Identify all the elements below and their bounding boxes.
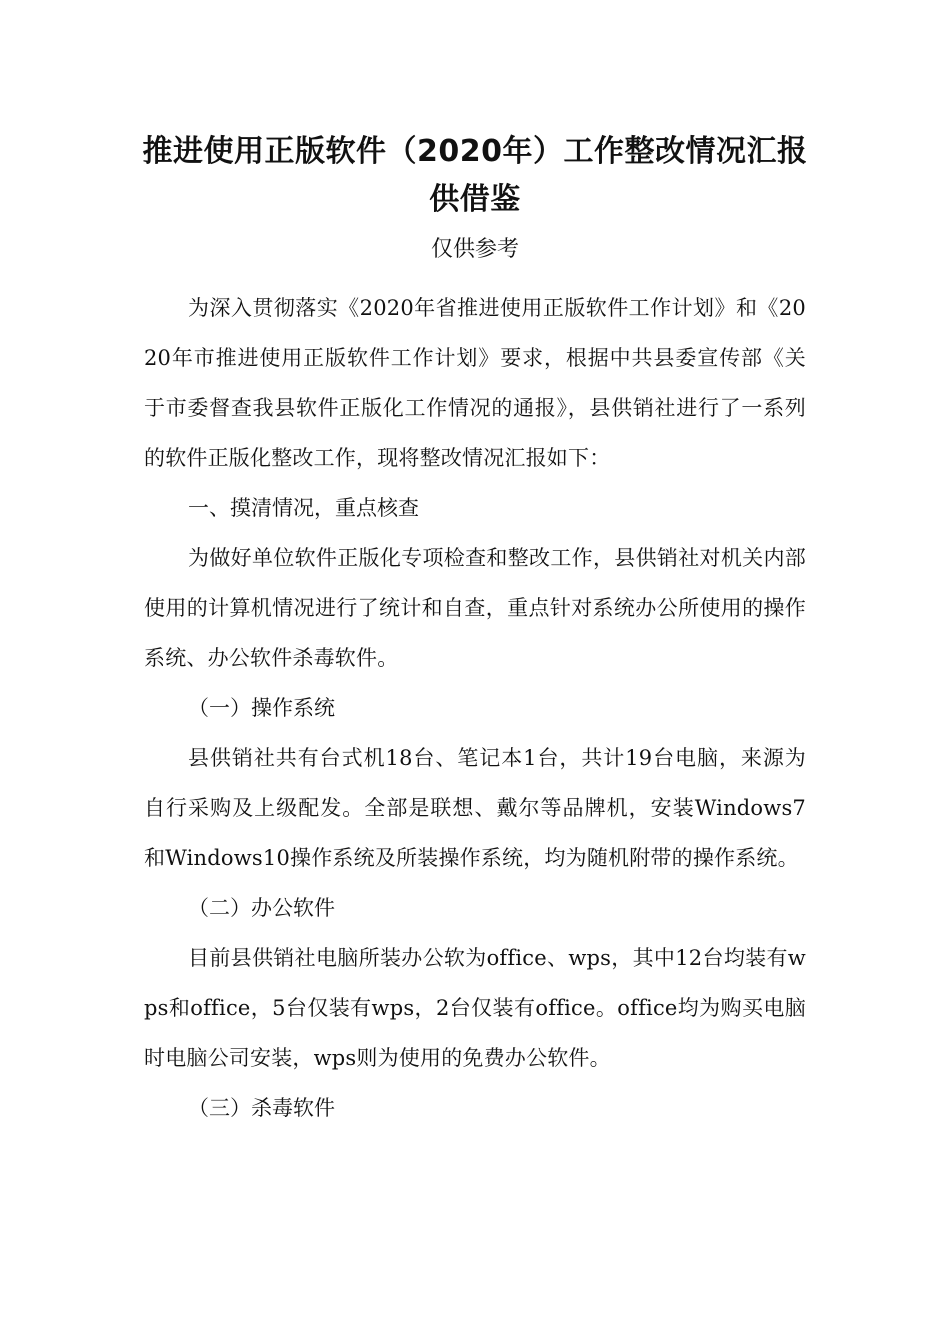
subsection-paragraph-os: 县供销社共有台式机18台、笔记本1台，共计19台电脑，来源为自行采购及上级配发。全部是联想、戴尔等品牌机，安装Windows7和Windows10操作系统及所装操作系统，均为随机附带的操作系统。	[144, 746, 806, 870]
subsection-paragraph-office: 目前县供销社电脑所装办公软为office、wps，其中12台均装有wps和office，5台仅装有wps，2台仅装有office。office均为购买电脑时电脑公司安装，wps则为使用的免费办公软件。	[144, 946, 806, 1070]
section-paragraph-1: 为做好单位软件正版化专项检查和整改工作，县供销社对机关内部使用的计算机情况进行了统计和自查，重点针对系统办公所使用的操作系统、办公软件杀毒软件。	[144, 546, 806, 670]
subsection-heading-office: （二）办公软件	[188, 896, 335, 920]
subsection-heading-antivirus: （三）杀毒软件	[188, 1096, 335, 1120]
document-body	[144, 283, 806, 1133]
intro-paragraph: 为深入贯彻落实《2020年省推进使用正版软件工作计划》和《2020年市推进使用正版软件工作计划》要求，根据中共县委宣传部《关于市委督查我县软件正版化工作情况的通报》，县供销社进行了一系列的软件正版化整改工作，现将整改情况汇报如下：	[144, 296, 806, 470]
subsection-heading-os: （一）操作系统	[188, 696, 335, 720]
document-subtitle: 仅供参考	[430, 237, 519, 262]
section-heading-1: 一、摸清情况，重点核查	[188, 496, 419, 520]
document-title: 推进使用正版软件（2020年）工作整改情况汇报供借鉴	[142, 134, 808, 217]
